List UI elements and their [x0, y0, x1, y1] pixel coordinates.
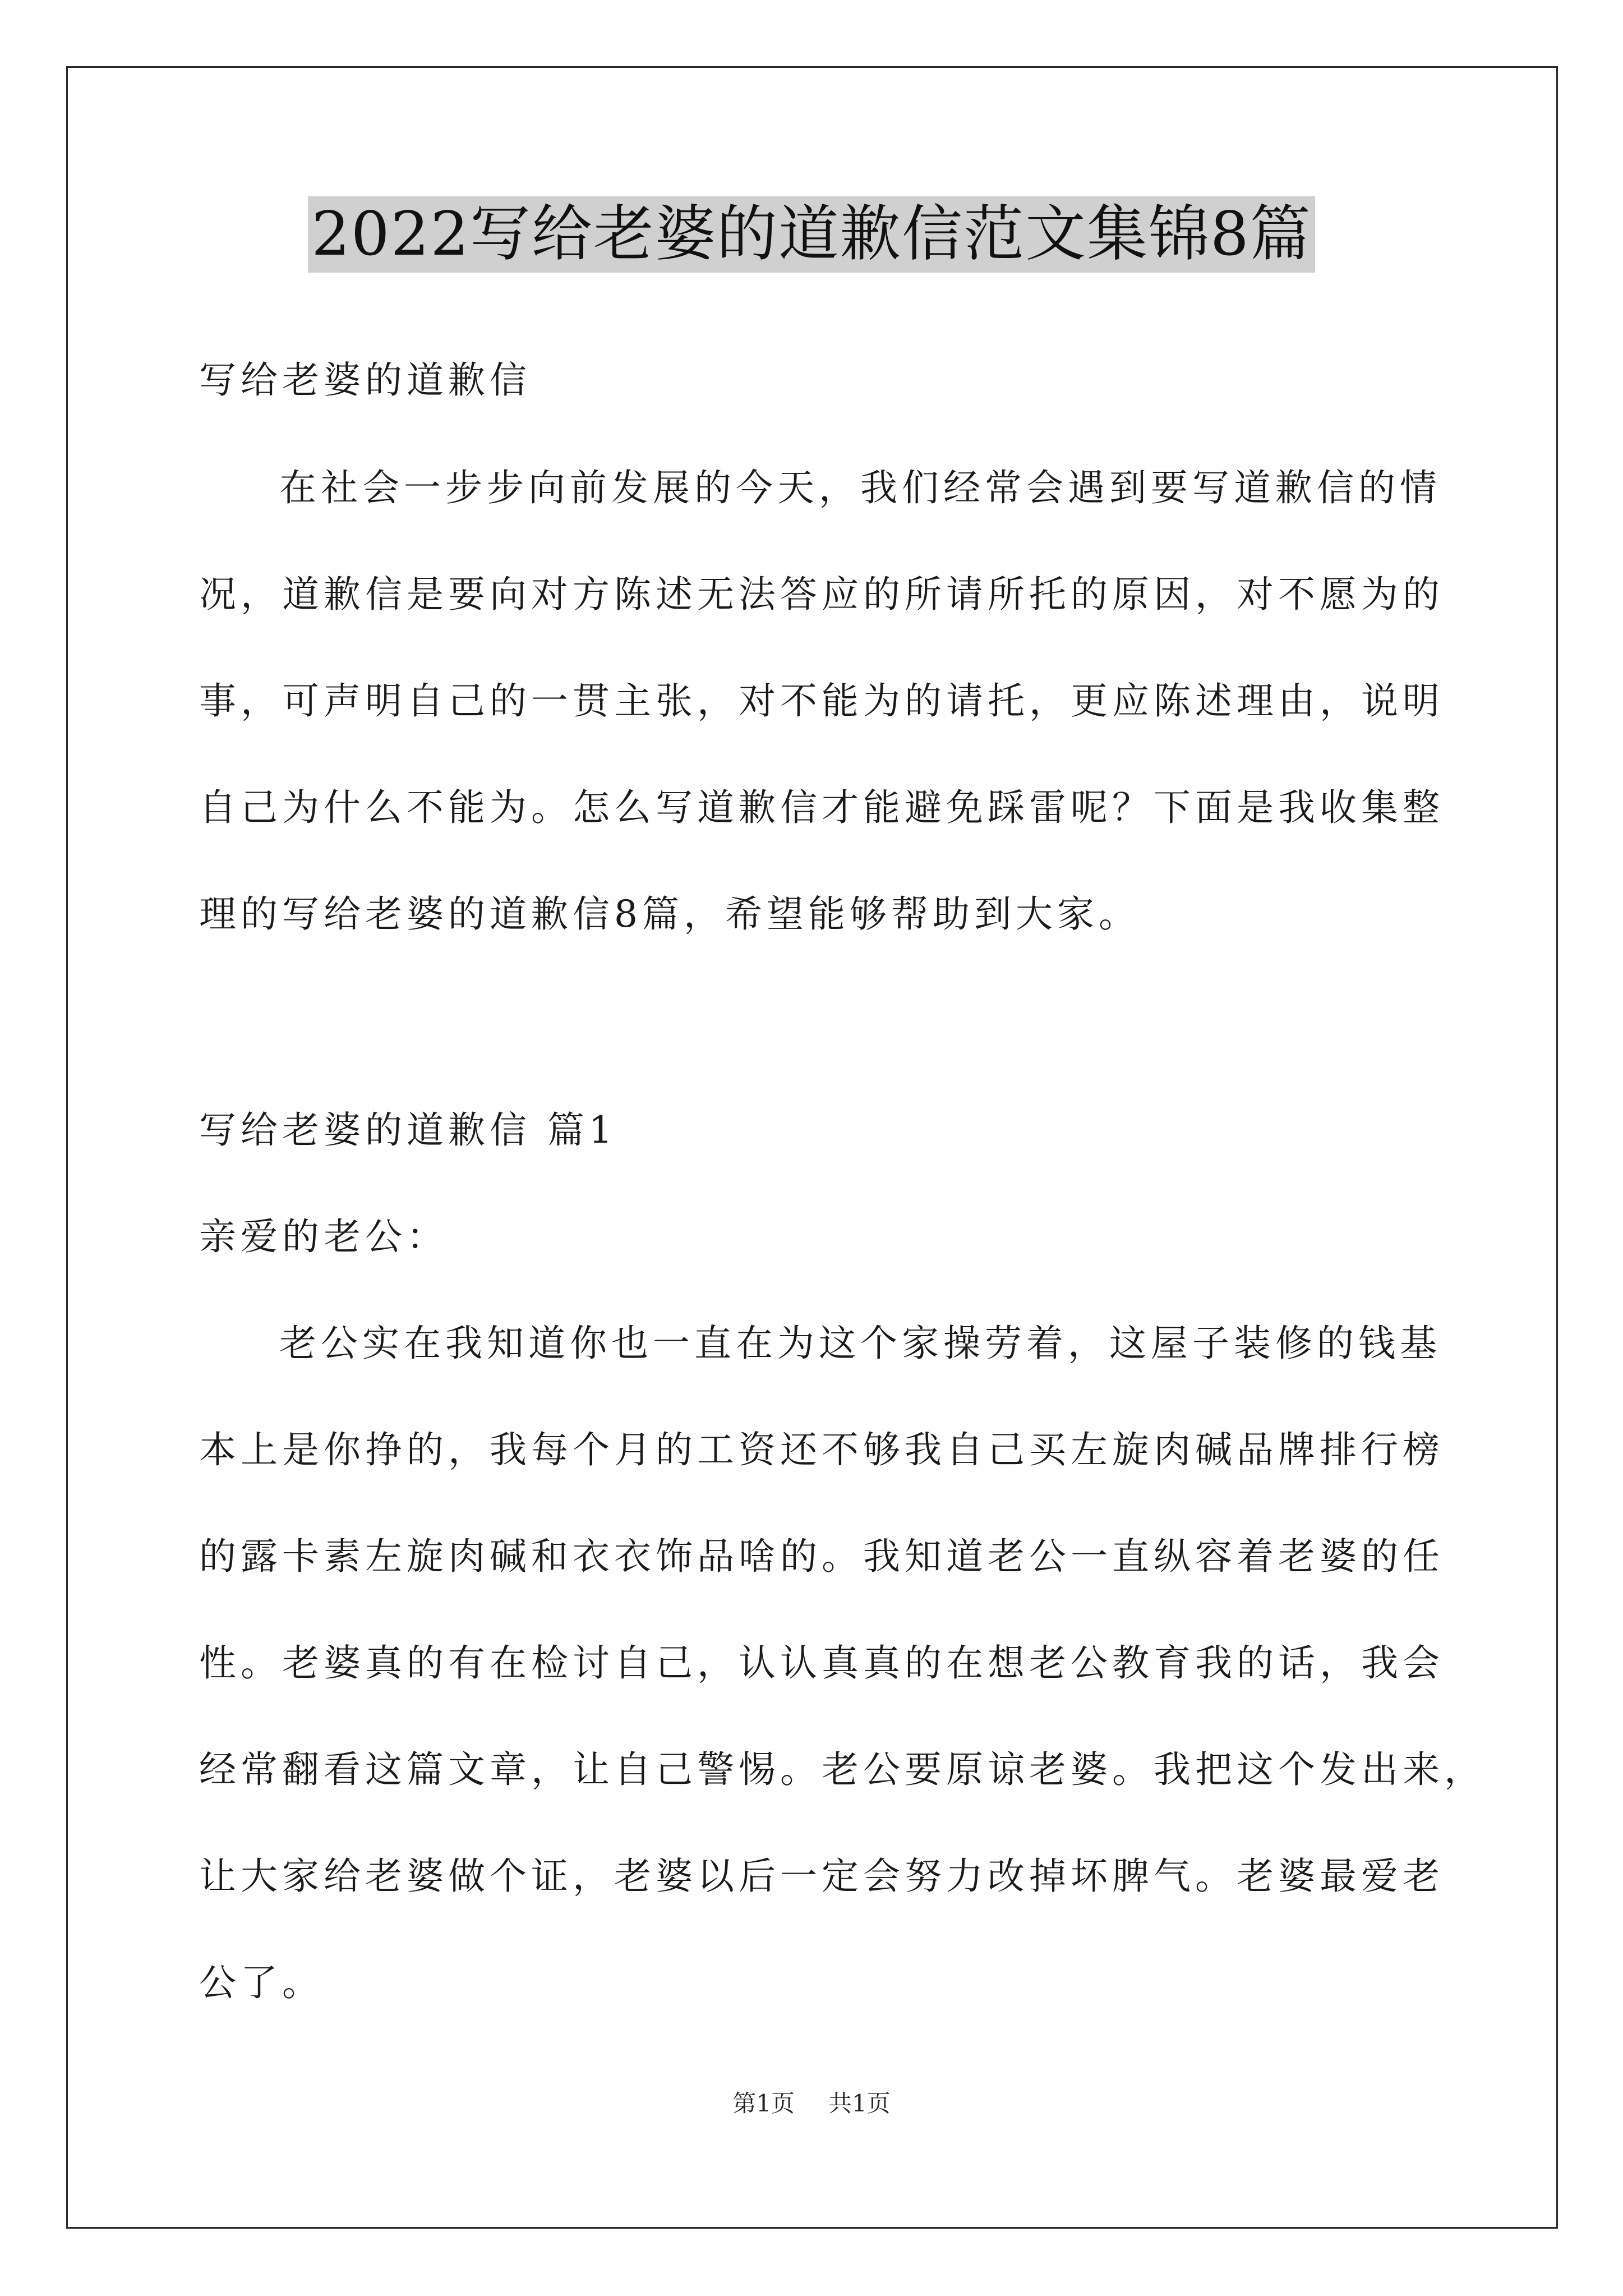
intro-line: 况，道歉信是要向对方陈述无法答应的所请所托的原因，对不愿为的 — [199, 573, 1444, 616]
body-line: 经常翻看这篇文章，让自己警惕。老公要原谅老婆。我把这个发出来， — [199, 1748, 1486, 1791]
intro-line: 在社会一步步向前发展的今天，我们经常会遇到要写道歉信的情 — [279, 466, 1441, 509]
body-line: 公了。 — [199, 1961, 324, 2004]
intro-line: 事，可声明自己的一贯主张，对不能为的请托，更应陈述理由，说明 — [199, 679, 1444, 723]
intro-line: 理的写给老婆的道歉信8篇，希望能够帮助到大家。 — [199, 892, 1140, 936]
salutation: 亲爱的老公： — [199, 1215, 448, 1258]
page-total: 共1页 — [828, 2090, 891, 2117]
section-heading: 写给老婆的道歉信 — [199, 358, 531, 402]
body-line: 本上是你挣的，我每个月的工资还不够我自己买左旋肉碱品牌排行榜 — [199, 1428, 1444, 1471]
article-heading: 写给老婆的道歉信 篇1 — [199, 1108, 617, 1152]
page-footer — [0, 2090, 1623, 2118]
intro-line: 自己为什么不能为。怎么写道歉信才能避免踩雷呢？下面是我收集整 — [199, 786, 1444, 829]
title-container — [0, 196, 1623, 273]
body-line: 性。老婆真的有在检讨自己，认认真真的在想老公教育我的话，我会 — [199, 1641, 1444, 1685]
body-line: 老公实在我知道你也一直在为这个家操劳着，这屋子装修的钱基 — [279, 1322, 1441, 1365]
body-line: 的露卡素左旋肉碱和衣衣饰品啥的。我知道老公一直纵容着老婆的任 — [199, 1535, 1444, 1578]
body-line: 让大家给老婆做个证，老婆以后一定会努力改掉坏脾气。老婆最爱老 — [199, 1855, 1444, 1898]
document-title: 2022写给老婆的道歉信范文集锦8篇 — [308, 196, 1315, 273]
page-number: 第1页 — [732, 2090, 795, 2117]
